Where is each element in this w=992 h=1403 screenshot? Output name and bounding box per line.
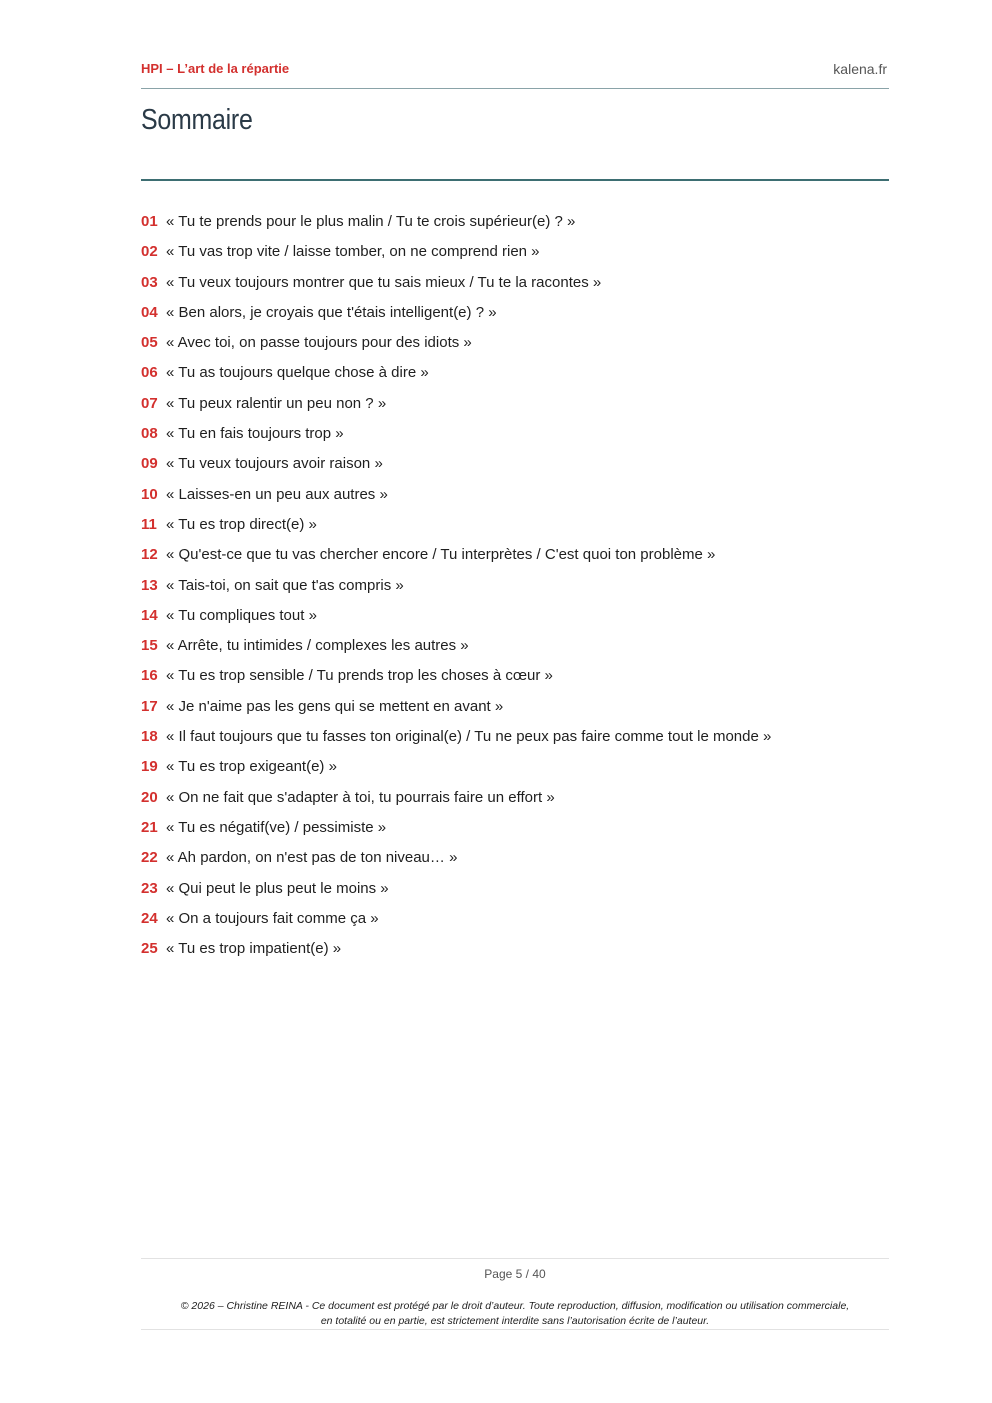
toc-text: « Tu veux toujours avoir raison » <box>166 455 383 473</box>
toc-item[interactable] <box>141 785 889 815</box>
toc-item[interactable] <box>141 360 889 390</box>
toc-item[interactable] <box>141 330 889 360</box>
toc-number: 01 <box>141 213 158 230</box>
toc-number: 16 <box>141 667 158 685</box>
toc-text: « Tu es trop sensible / Tu prends trop les choses à cœur » <box>166 667 553 685</box>
toc-item[interactable] <box>141 239 889 269</box>
toc-text: « On ne fait que s'adapter à toi, tu pourrais faire un effort » <box>166 788 555 806</box>
toc-text: « Tu es trop impatient(e) » <box>166 940 342 958</box>
toc-item[interactable] <box>141 300 889 330</box>
toc-number: 19 <box>141 758 158 776</box>
toc-number: 09 <box>141 455 158 473</box>
toc-text: « Ben alors, je croyais que t'étais intelligent(e) ? » <box>166 303 497 321</box>
toc-text: « Tu vas trop vite / laisse tomber, on ne comprend rien » <box>166 243 540 261</box>
toc-text: « Tu es trop direct(e) » <box>166 515 317 533</box>
page-number: Page 5 / 40 <box>484 1267 546 1281</box>
toc-item[interactable] <box>141 451 889 481</box>
toc-text: « Il faut toujours que tu fasses ton original(e) / Tu ne peux pas faire comme tout le monde » <box>166 728 772 746</box>
toc-number: 02 <box>141 243 158 261</box>
toc-number: 13 <box>141 576 158 594</box>
toc-item[interactable] <box>141 209 889 239</box>
copyright-line-1: © 2026 – Christine REINA - Ce document est protégé par le droit d’auteur. Toute reproduction, diffusion, modification ou utilisation commerciale, <box>180 1300 850 1312</box>
toc-text: « Laisses-en un peu aux autres » <box>166 485 388 503</box>
toc-number: 07 <box>141 394 158 412</box>
page-title: Sommaire <box>141 104 253 136</box>
copyright-line-2: en totalité ou en partie, est strictement interdite sans l’autorisation écrite de l’auteur. <box>320 1315 710 1327</box>
toc-item[interactable] <box>141 633 889 663</box>
footer-divider <box>141 1258 889 1259</box>
page-header <box>141 60 889 89</box>
toc-item[interactable] <box>141 936 889 966</box>
toc-item[interactable] <box>141 845 889 875</box>
toc-item[interactable] <box>141 482 889 512</box>
toc-item[interactable] <box>141 421 889 451</box>
toc-number: 17 <box>141 697 158 715</box>
toc-text: « Ah pardon, on n'est pas de ton niveau… » <box>166 849 458 867</box>
toc-number: 14 <box>141 606 158 624</box>
toc-item[interactable] <box>141 876 889 906</box>
toc-number: 10 <box>141 485 158 503</box>
toc-text: « Je n'aime pas les gens qui se mettent en avant » <box>166 697 504 715</box>
toc-item[interactable] <box>141 694 889 724</box>
toc-number: 06 <box>141 364 158 382</box>
toc-item[interactable] <box>141 754 889 784</box>
footer-bottom-divider <box>141 1329 889 1330</box>
toc-number: 12 <box>141 546 158 564</box>
toc-text: « Tu es négatif(ve) / pessimiste » <box>166 818 387 836</box>
toc-text: « Tu veux toujours montrer que tu sais mieux / Tu te la racontes » <box>166 273 602 291</box>
title-divider <box>141 179 889 181</box>
toc-number: 04 <box>141 303 158 321</box>
toc-item[interactable] <box>141 391 889 421</box>
table-of-contents <box>141 209 889 966</box>
toc-item[interactable] <box>141 815 889 845</box>
toc-number: 15 <box>141 637 158 655</box>
toc-text: « Qui peut le plus peut le moins » <box>166 879 389 897</box>
toc-number: 08 <box>141 425 158 443</box>
toc-text: « Avec toi, on passe toujours pour des idiots » <box>166 334 472 352</box>
toc-item[interactable] <box>141 663 889 693</box>
copyright-notice <box>141 1299 889 1329</box>
toc-number: 05 <box>141 334 158 352</box>
toc-item[interactable] <box>141 542 889 572</box>
toc-text: « Qu'est-ce que tu vas chercher encore / Tu interprètes / C'est quoi ton problème » <box>166 546 716 564</box>
toc-number: 11 <box>141 515 157 533</box>
toc-item[interactable] <box>141 512 889 542</box>
toc-number: 18 <box>141 728 158 746</box>
toc-text: « Tu te prends pour le plus malin / Tu te crois supérieur(e) ? » <box>166 213 576 230</box>
toc-text: « Tu as toujours quelque chose à dire » <box>166 364 429 382</box>
toc-number: 03 <box>141 273 158 291</box>
toc-number: 23 <box>141 879 158 897</box>
document-title: HPI – L’art de la répartie <box>141 61 290 76</box>
toc-number: 25 <box>141 940 158 958</box>
toc-text: « Tu compliques tout » <box>166 606 317 624</box>
toc-item[interactable] <box>141 603 889 633</box>
site-link[interactable]: kalena.fr <box>833 61 887 77</box>
toc-text: « Tais-toi, on sait que t'as compris » <box>166 576 404 594</box>
toc-number: 24 <box>141 909 158 927</box>
toc-number: 20 <box>141 788 158 806</box>
toc-text: « On a toujours fait comme ça » <box>166 909 379 927</box>
toc-item[interactable] <box>141 573 889 603</box>
toc-item[interactable] <box>141 906 889 936</box>
toc-text: « Tu peux ralentir un peu non ? » <box>166 394 387 412</box>
toc-text: « Arrête, tu intimides / complexes les autres » <box>166 637 469 655</box>
toc-number: 22 <box>141 849 158 867</box>
toc-item[interactable] <box>141 724 889 754</box>
toc-number: 21 <box>141 818 158 836</box>
toc-item[interactable] <box>141 270 889 300</box>
toc-text: « Tu en fais toujours trop » <box>166 425 344 443</box>
toc-text: « Tu es trop exigeant(e) » <box>166 758 337 776</box>
